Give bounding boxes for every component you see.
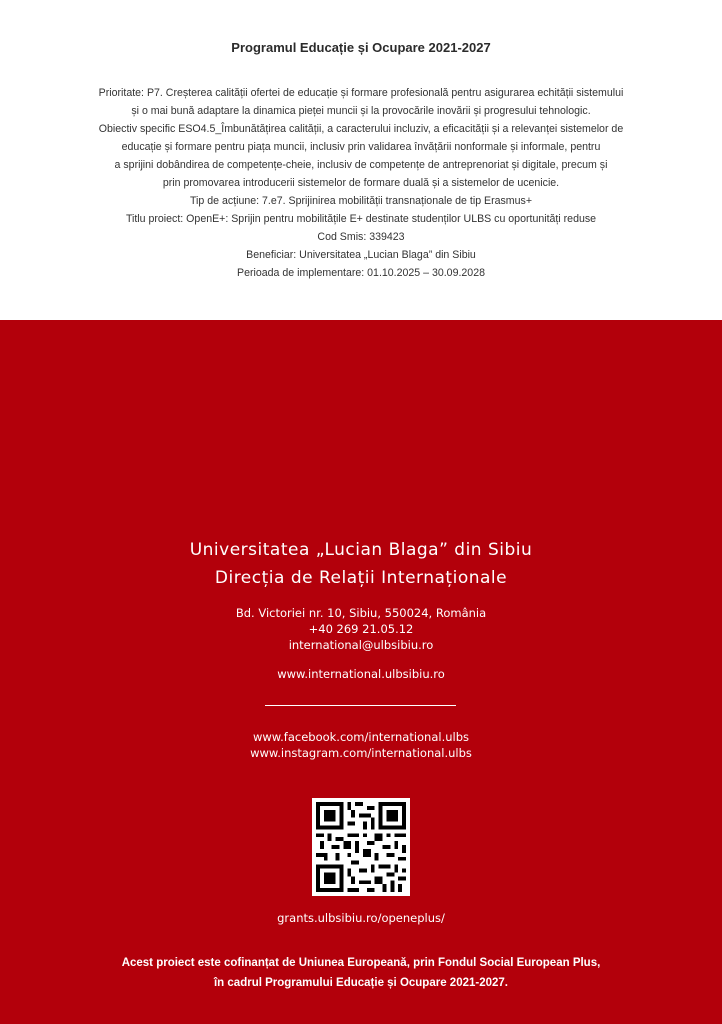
contact-section [0, 320, 722, 1024]
program-title: Programul Educație și Ocupare 2021-2027 [231, 40, 491, 55]
project-title: Titlu proiect: OpenE+: Sprijin pentru mobilitățile E+ destinate studenților ULBS cu oportunități reduse [125, 213, 597, 225]
phone: +40 269 21.05.12 [308, 622, 414, 636]
action-type: Tip de acțiune: 7.e7. Sprijinirea mobilității transnaționale de tip Erasmus+ [189, 195, 533, 207]
divider [265, 705, 456, 706]
address: Bd. Victoriei nr. 10, Sibiu, 550024, România [235, 606, 487, 620]
objective-line-3: a sprijini dobândirea de competențe-cheie, inclusiv de competențe de antreprenoriat și digitale, precum și [114, 159, 608, 171]
funding-line-1: Acest proiect este cofinanțat de Uniunea Europeană, prin Fondul Social European Plus, [121, 957, 601, 969]
email-link[interactable]: international@ulbsibiu.ro [288, 638, 434, 652]
objective-line-2: educație și formare pentru piața muncii, inclusiv prin validarea învățării nonformale și informale, pentru [121, 141, 601, 153]
beneficiary: Beneficiar: Universitatea „Lucian Blaga” din Sibiu [246, 249, 476, 261]
priority-line-2: și o mai bună adaptare la dinamica pieței muncii și la provocările inovării și progresului tehnologic. [131, 105, 591, 117]
department-name: Direcția de Relații Internaționale [214, 568, 508, 588]
website-link[interactable]: www.international.ulbsibiu.ro [277, 667, 445, 681]
objective-line-1: Obiectiv specific ESO4.5_Îmbunătățirea calității, a caracterului incluziv, a eficacității și a relevanței sistemelor de [98, 123, 624, 135]
funding-notice [0, 953, 722, 993]
objective-line-4: prin promovarea introducerii sistemelor de formare duală și a sistemelor de ucenicie. [162, 177, 560, 189]
smis-code: Cod Smis: 339423 [317, 231, 405, 243]
implementation-period: Perioada de implementare: 01.10.2025 – 30.09.2028 [237, 267, 485, 279]
university-name: Universitatea „Lucian Blaga” din Sibiu [189, 540, 533, 560]
instagram-link[interactable]: www.instagram.com/international.ulbs [250, 746, 472, 760]
program-description [20, 84, 702, 282]
grants-link[interactable]: grants.ulbsibiu.ro/openeplus/ [277, 911, 445, 925]
funding-line-2: în cadrul Programului Educație și Ocupare 2021-2027. [213, 977, 508, 989]
qr-code-icon[interactable] [312, 798, 410, 896]
program-info-section [0, 0, 722, 320]
facebook-link[interactable]: www.facebook.com/international.ulbs [252, 730, 470, 744]
priority-line-1: Prioritate: P7. Creșterea calității ofertei de educație și formare profesională pentru asigurarea echității sistemului [98, 87, 624, 99]
